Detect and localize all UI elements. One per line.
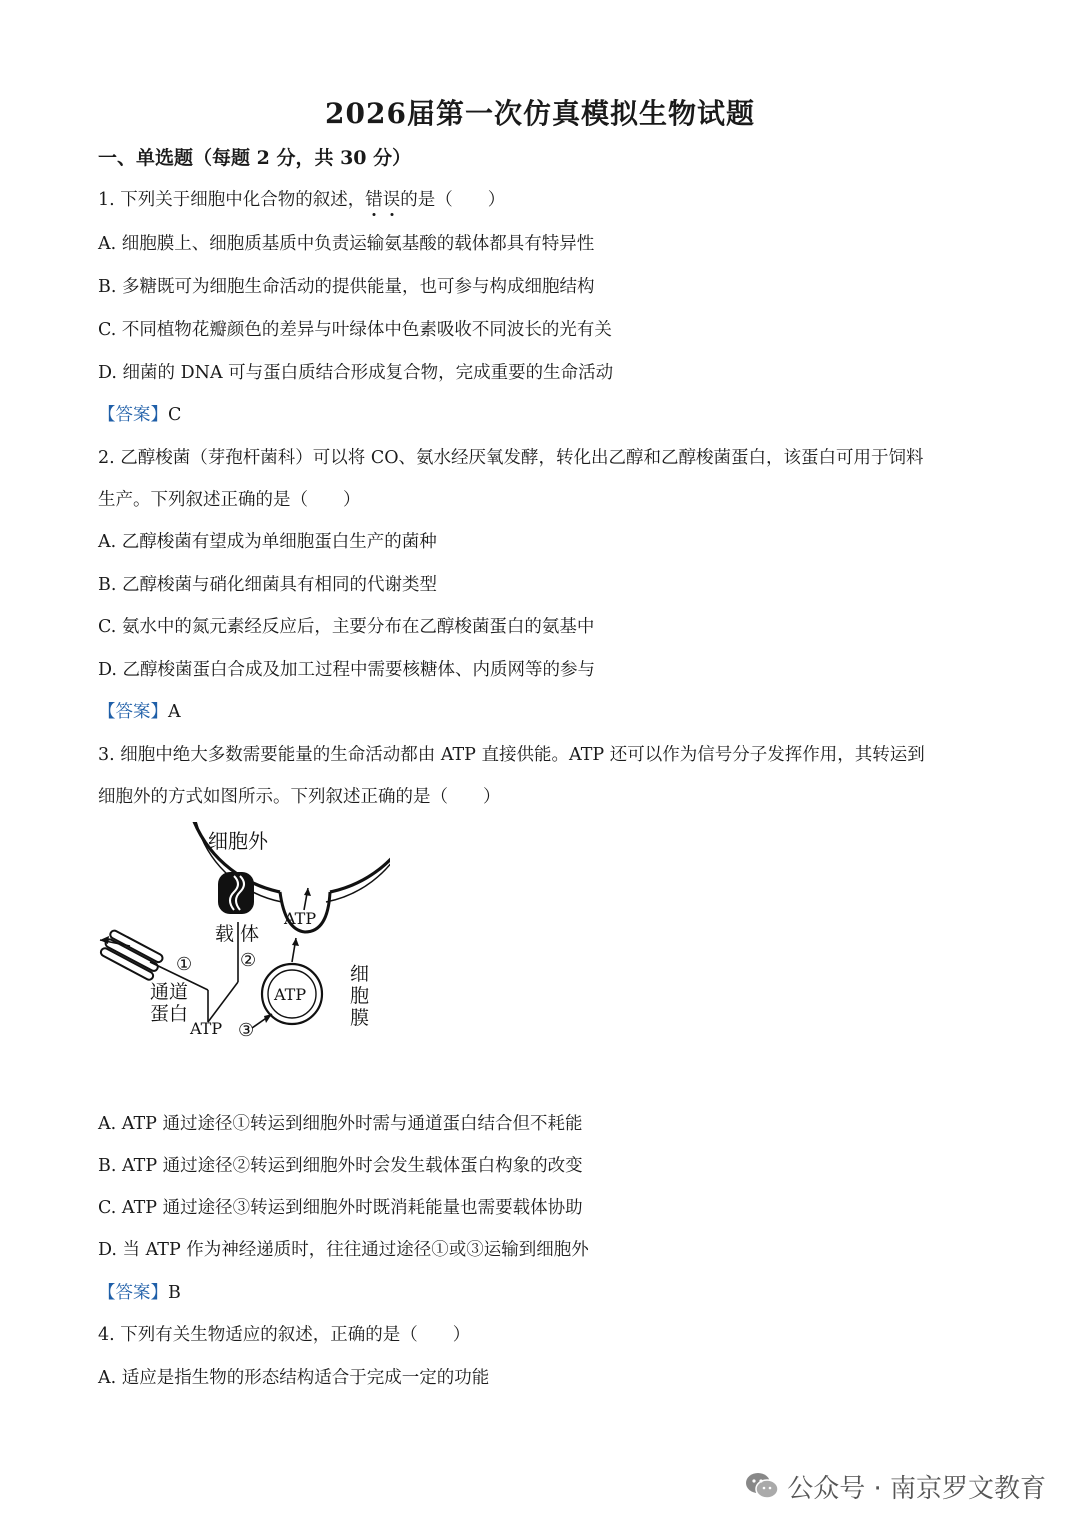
wechat-icon [745,1471,779,1501]
question-1-option-a: A. 细胞膜上、细胞质基质中负责运输氨基酸的载体都具有特异性 [98,234,595,254]
question-3-answer [98,1281,181,1305]
route-2-label: ② [240,950,257,971]
atp-vesicle-label: ATP [274,985,307,1004]
route-1-label: ① [176,954,193,975]
question-3-option-b: B. ATP 通过途径②转运到细胞外时会发生载体蛋白构象的改变 [98,1156,583,1176]
answer-label: 【答案】 [98,405,168,425]
channel-label-2: 蛋白 [150,1003,189,1025]
answer-value: B [168,1283,181,1303]
question-4-option-a: A. 适应是指生物的形态结构适合于完成一定的功能 [98,1368,490,1388]
section-heading: 一、单选题（每题 2 分，共 30 分） [98,147,412,169]
question-1-option-d: D. 细菌的 DNA 可与蛋白质结合形成复合物，完成重要的生命活动 [98,363,614,383]
answer-value: A [168,702,181,722]
emphasis-char: 误 [382,190,401,210]
question-1-stem-text: 1. 下列关于细胞中化合物的叙述， [98,190,366,210]
question-2-answer [98,700,181,724]
question-1-stem [98,188,505,212]
question-3-option-a: A. ATP 通过途径①转运到细胞外时需与通道蛋白结合但不耗能 [98,1114,583,1134]
membrane-label-3: 膜 [350,1007,370,1029]
question-1-answer [98,403,181,427]
watermark-text: 公众号 · 南京罗文教育 [787,1473,1046,1504]
question-1-option-b: B. 多糖既可为细胞生命活动的提供能量，也可参与构成细胞结构 [98,277,595,297]
outside-label: 细胞外 [208,829,268,853]
question-2-option-c: C. 氨水中的氮元素经反应后，主要分布在乙醇梭菌蛋白的氨基中 [98,617,595,637]
question-1-emphasis [365,190,400,210]
question-4-stem: 4. 下列有关生物适应的叙述，正确的是（ ） [98,1325,471,1345]
membrane-label-1: 细 [350,963,370,985]
question-2-option-d: D. 乙醇梭菌蛋白合成及加工过程中需要核糖体、内质网等的参与 [98,660,596,680]
carrier-label-1: 载 [215,923,235,945]
question-3-stem-line-1: 3. 细胞中绝大多数需要能量的生命活动都由 ATP 直接供能。ATP 还可以作为信号分子发挥作用，其转运到 [98,745,925,765]
question-1-option-c: C. 不同植物花瓣颜色的差异与叶绿体中色素吸收不同波长的光有关 [98,320,612,340]
route-3-label: ③ [238,1020,255,1041]
answer-label: 【答案】 [98,702,168,722]
channel-protein [100,929,164,981]
carrier-label-2: 体 [240,923,260,945]
emphasis-char: 错 [365,190,383,210]
carrier-protein [218,872,254,914]
atp-transport-diagram [90,822,390,1090]
route-2-arrow [208,982,238,1022]
question-3-option-d: D. 当 ATP 作为神经递质时，往往通过途径①或③运输到细胞外 [98,1240,589,1260]
question-3-option-c: C. ATP 通过途径③转运到细胞外时既消耗能量也需要载体协助 [98,1198,583,1218]
question-2-stem-line-1: 2. 乙醇梭菌（芽孢杆菌科）可以将 CO、氨水经厌氧发酵，转化出乙醇和乙醇梭菌蛋白，该蛋白可用于饲料 [98,448,924,468]
question-1-stem-end: 的是（ ） [400,190,506,210]
atp-outside-label: ATP [284,909,317,928]
page-title: 2026届第一次仿真模拟生物试题 [325,97,755,130]
channel-label-1: 通道 [150,981,189,1003]
wechat-watermark [745,1466,1046,1506]
question-2-option-b: B. 乙醇梭菌与硝化细菌具有相同的代谢类型 [98,575,437,595]
question-2-option-a: A. 乙醇梭菌有望成为单细胞蛋白生产的菌种 [98,532,437,552]
question-2-stem-line-2: 生产。下列叙述正确的是（ ） [98,490,361,510]
membrane-label-2: 胞 [350,985,370,1007]
answer-value: C [168,405,182,425]
atp-cytoplasm-label: ATP [190,1019,223,1038]
question-3-stem-line-2: 细胞外的方式如图所示。下列叙述正确的是（ ） [98,787,501,807]
answer-label: 【答案】 [98,1283,168,1303]
